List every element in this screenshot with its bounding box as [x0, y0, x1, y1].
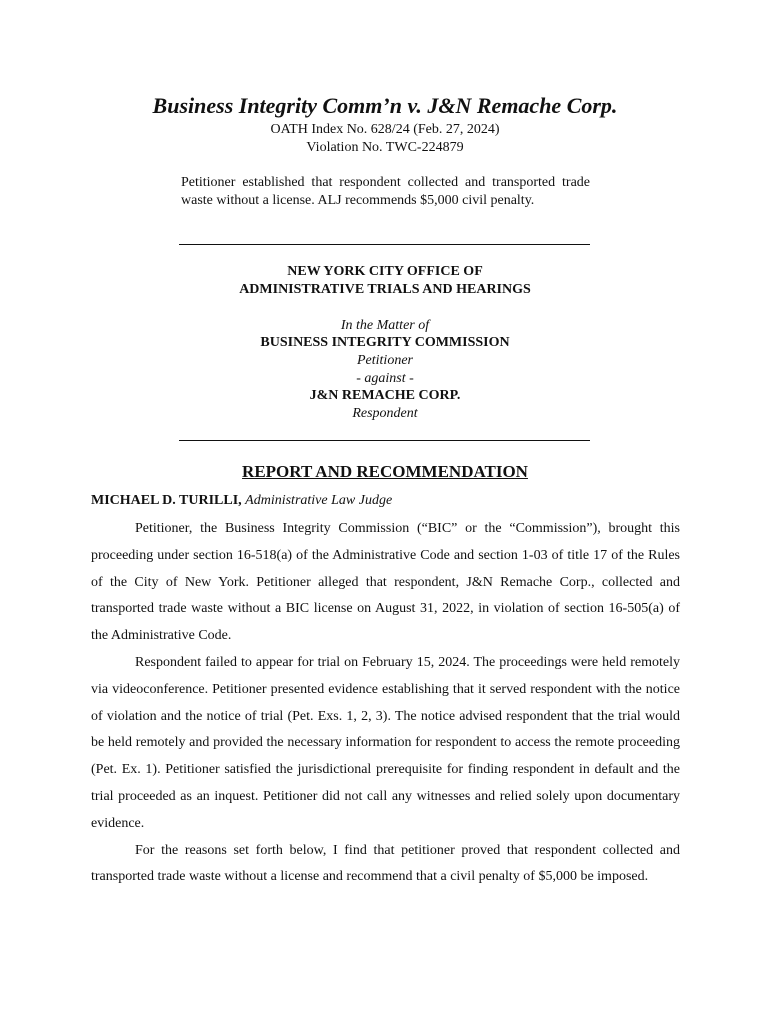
judge-line — [91, 493, 392, 509]
violation-number-line: Violation No. TWC-224879 — [306, 140, 464, 155]
office-name-line-2: ADMINISTRATIVE TRIALS AND HEARINGS — [239, 282, 531, 297]
petitioner-name: BUSINESS INTEGRITY COMMISSION — [260, 335, 510, 350]
judge-title: Administrative Law Judge — [245, 493, 393, 508]
report-heading: REPORT AND RECOMMENDATION — [242, 462, 528, 481]
body-paragraph-1: Petitioner, the Business Integrity Commission (“BIC” or the “Commission”), brought this proceeding under section 16-518(a) of the Administrative Code and section 1-03 of title 17 of the Rules of the City of New York. Petitioner alleged that respondent, J&N Remache Corp., collected and transported trade waste without a BIC license on August 31, 2022, in violation of section 16-505(a) of the Administrative Code. — [91, 521, 680, 644]
petitioner-label: Petitioner — [357, 353, 413, 368]
body-paragraph-2: Respondent failed to appear for trial on February 15, 2024. The proceedings were held remotely via videoconference. Petitioner presented evidence establishing that it served respondent with the notice of violation and the notice of trial (Pet. Exs. 1, 2, 3). The notice advised respondent that the trial would be held remotely and provided the necessary information for respondent to access the remote proceeding (Pet. Ex. 1). Petitioner satisfied the jurisdictional prerequisite for finding respondent in default and the trial proceeded as an inquest. Petitioner did not call any witnesses and relied solely upon documentary evidence. — [91, 654, 680, 831]
judge-name: MICHAEL D. TURILLI, — [91, 493, 242, 508]
report-body — [91, 516, 680, 891]
case-summary: Petitioner established that respondent collected and transported trade waste without a license. ALJ recommends $5,000 civil penalty. — [181, 175, 590, 208]
caption-divider — [179, 440, 590, 441]
respondent-label: Respondent — [352, 406, 418, 421]
against-label: - against - — [356, 371, 414, 386]
office-name-line-1: NEW YORK CITY OFFICE OF — [287, 264, 483, 279]
summary-divider — [179, 244, 590, 245]
oath-index-line: OATH Index No. 628/24 (Feb. 27, 2024) — [270, 122, 500, 137]
respondent-name: J&N REMACHE CORP. — [309, 388, 461, 403]
body-paragraph-3: For the reasons set forth below, I find that petitioner proved that respondent collected and transported trade waste without a license and recommend that a civil penalty of $5,000 be imposed. — [91, 842, 680, 885]
in-the-matter-of: In the Matter of — [340, 318, 430, 333]
case-title: Business Integrity Comm’n v. J&N Remache Corp. — [152, 93, 618, 118]
